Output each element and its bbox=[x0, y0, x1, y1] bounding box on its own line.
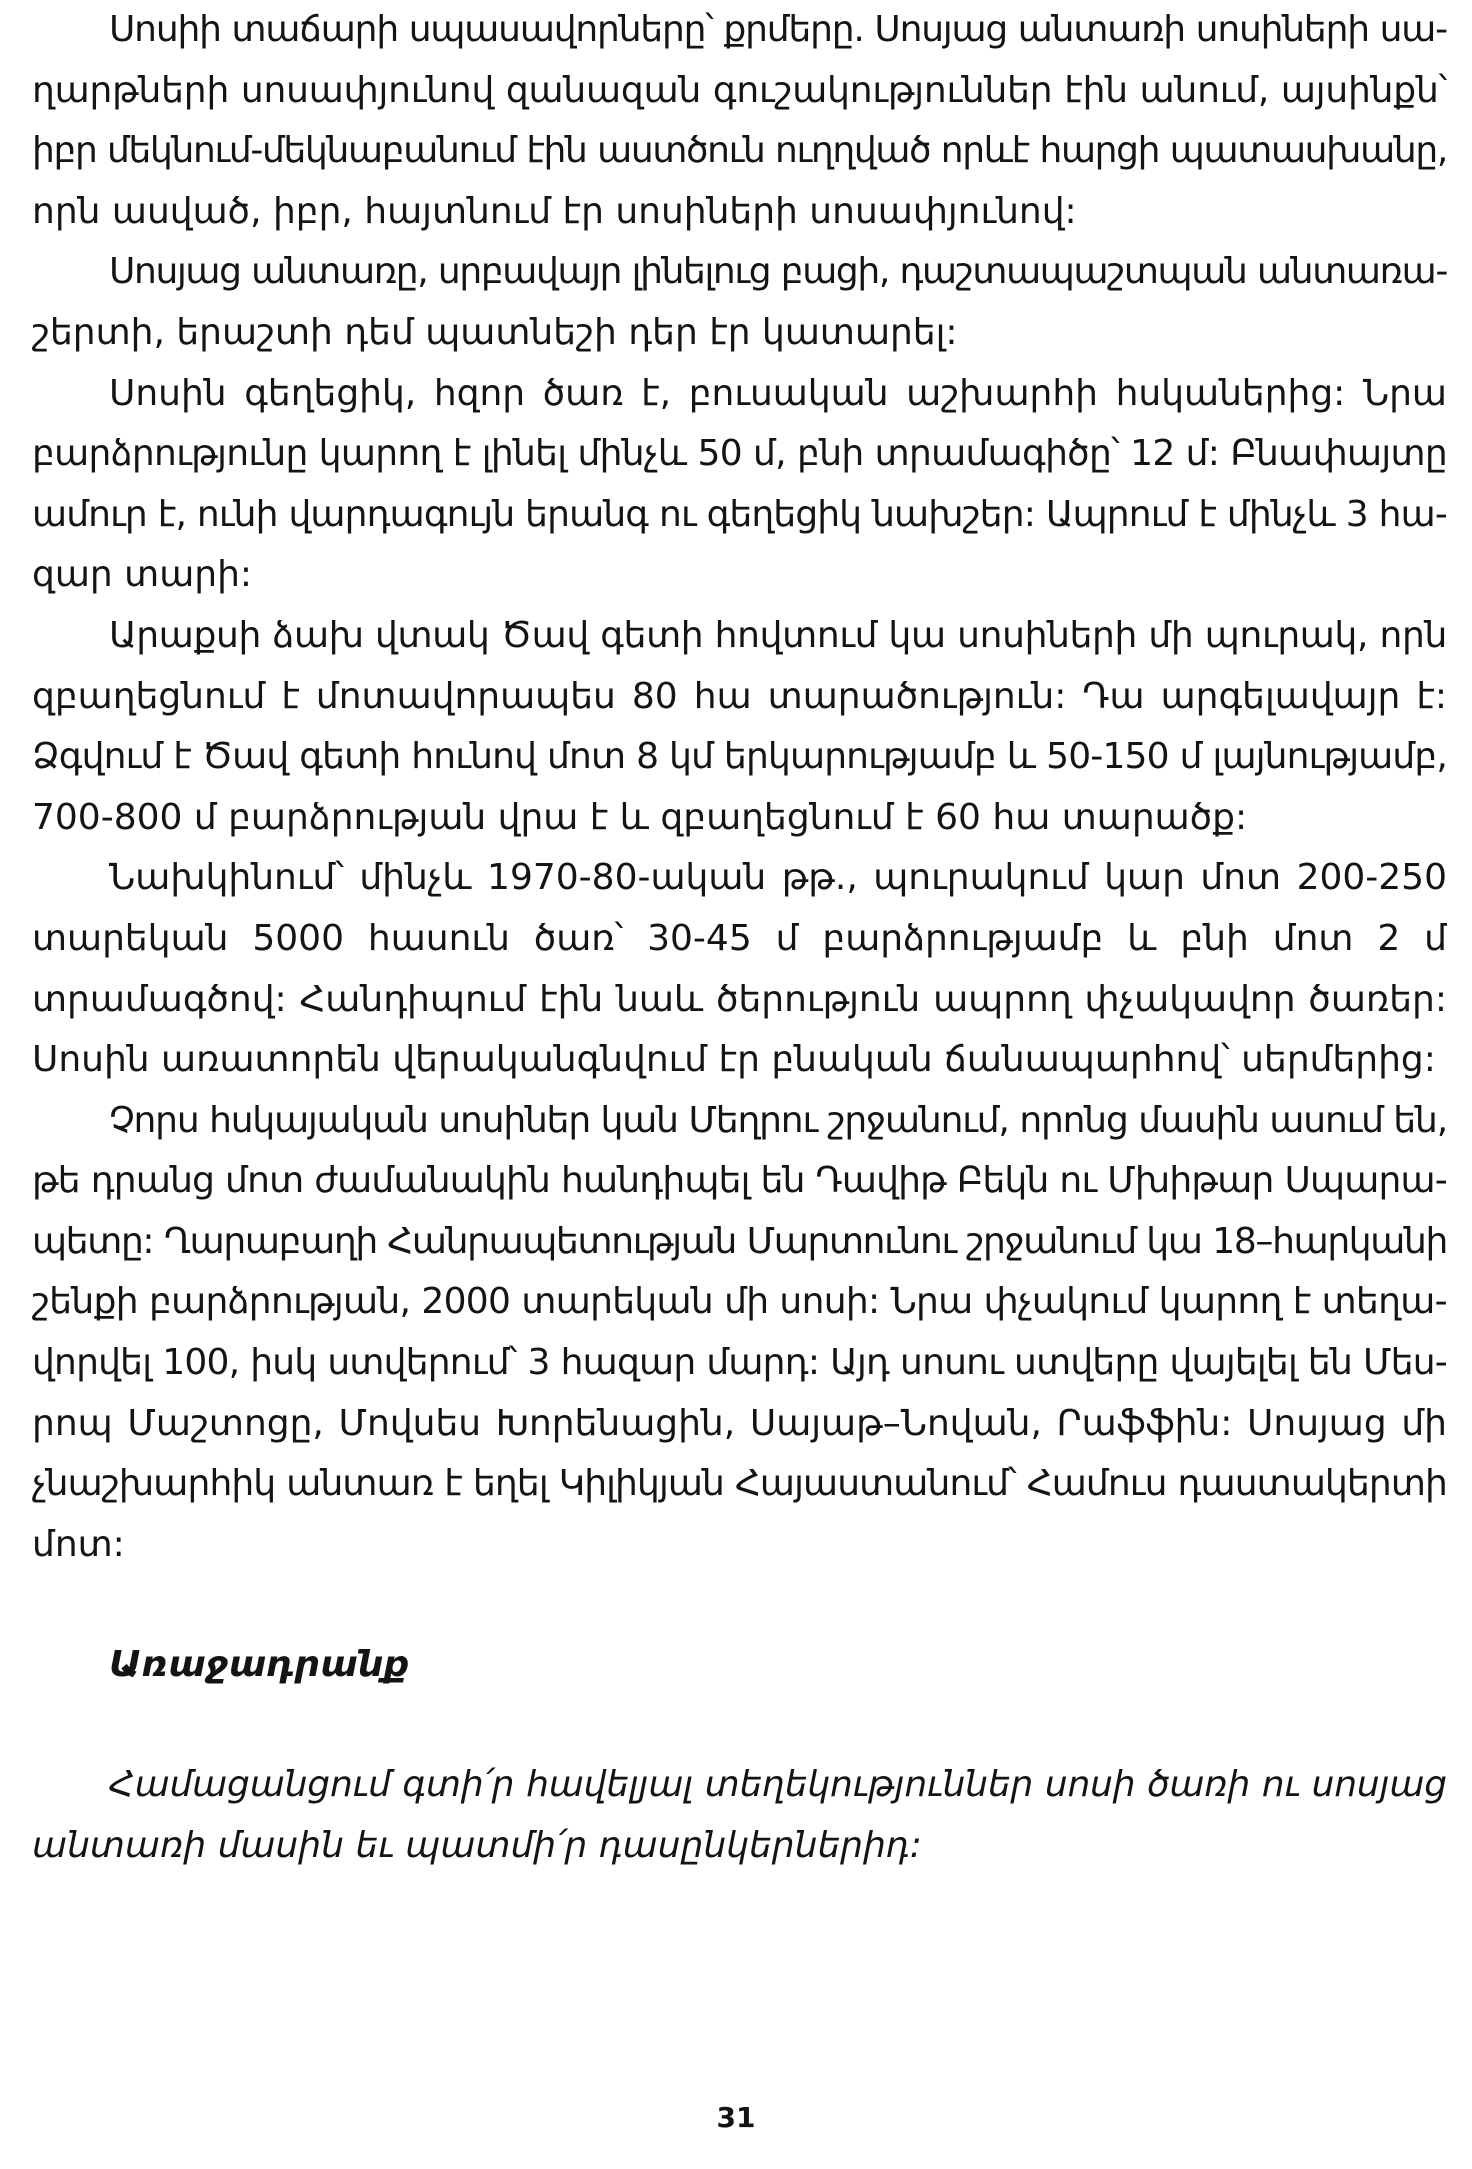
text-line: իբր մեկնում-մեկնաբանում էին աստծուն ուղղված որևէ հարցի պատասխանը, bbox=[32, 130, 1447, 172]
text-line: Սոսին գեղեցիկ, հզոր ծառ է, բուսական աշխարհի հսկաներից: Նրա bbox=[109, 372, 1447, 414]
text-line: չնաշխարհիկ անտառ է եղել Կիլիկյան Հայաստանում՝ Համուս դաստակերտի bbox=[32, 1463, 1447, 1505]
task-line: անտառի մասին եւ պատմի՛ր դասընկերներիդ: bbox=[32, 1824, 922, 1866]
paragraph-3 bbox=[32, 364, 1447, 606]
text-line: շերտի, երաշտի դեմ պատնեշի դեր էր կատարել: bbox=[32, 311, 958, 353]
page-number: 31 bbox=[716, 2101, 756, 2134]
text-line: շենքի բարձրության, 2000 տարեկան մի սոսի: Նրա փչակում կարող է տեղա- bbox=[32, 1281, 1447, 1323]
text-line: բարձրությունը կարող է լինել մինչև 50 մ, բնի տրամագիծը՝ 12 մ: Բնափայտը bbox=[32, 433, 1447, 475]
text-line: ղարթների սոսափյունով զանազան գուշակություններ էին անում, այսինքն՝ bbox=[32, 69, 1447, 111]
text-line: 700-800 մ բարձրության վրա է և զբաղեցնում է 60 հա տարածք: bbox=[32, 796, 1248, 838]
text-line: Սոսին առատորեն վերականգնվում էր բնական ճանապարհով՝ սերմերից: bbox=[32, 1039, 1436, 1081]
text-line: որն ասված, իբր, հայտնում էր սոսիների սոսափյունով: bbox=[32, 190, 1077, 232]
paragraph-4 bbox=[32, 606, 1447, 848]
text-line: րոպ Մաշտոցը, Մովսես Խորենացին, Սայաթ–Նովան, Րաֆֆին: Սոսյաց մի bbox=[32, 1402, 1447, 1444]
text-line: զար տարի: bbox=[32, 554, 253, 596]
text-line: թե դրանց մոտ ժամանակին հանդիպել են Դավիթ Բեկն ու Մխիթար Սպարա- bbox=[32, 1160, 1447, 1202]
paragraph-2 bbox=[32, 242, 1447, 363]
task-heading: Առաջադրանք bbox=[109, 1644, 410, 1685]
text-line: տրամագծով: Հանդիպում էին նաև ծերություն ապրող փչակավոր ծառեր: bbox=[32, 978, 1447, 1020]
paragraph-5 bbox=[32, 848, 1447, 1090]
text-line: մոտ: bbox=[32, 1523, 125, 1565]
task-text bbox=[32, 1755, 1447, 1876]
paragraph-6 bbox=[32, 1091, 1447, 1576]
text-line: Արաքսի ձախ վտակ Ծավ գետի հովտում կա սոսիների մի պուրակ, որն bbox=[109, 614, 1447, 656]
body-text bbox=[32, 0, 1447, 1575]
task-line: Համացանցում գտի՛ր հավելյալ տեղեկություններ սոսի ծառի ու սոսյաց bbox=[109, 1764, 1447, 1805]
text-line: Չորս հսկայական սոսիներ կան Մեղրու շրջանում, որոնց մասին ասում են, bbox=[109, 1099, 1447, 1141]
text-line: զբաղեցնում է մոտավորապես 80 հա տարածություն: Դա արգելավայր է: bbox=[32, 675, 1447, 717]
text-line: ամուր է, ունի վարդագույն երանգ ու գեղեցիկ նախշեր: Ապրում է մինչև 3 հա- bbox=[32, 493, 1447, 535]
text-line: Նախկինում՝ մինչև 1970-80-ական թթ., պուրակում կար մոտ 200-250 bbox=[109, 857, 1447, 899]
text-line: Ձգվում է Ծավ գետի հունով մոտ 8 կմ երկարությամբ և 50-150 մ լայնությամբ, bbox=[32, 736, 1447, 778]
text-line: վորվել 100, իսկ ստվերում՝ 3 հազար մարդ: Այդ սոսու ստվերը վայելել են Մես- bbox=[32, 1342, 1447, 1384]
paragraph-1 bbox=[32, 0, 1447, 242]
text-line: պետը: Ղարաբաղի Հանրապետության Մարտունու շրջանում կա 18–հարկանի bbox=[32, 1220, 1447, 1262]
text-line: Սոսյաց անտառը, սրբավայր լինելուց բացի, դաշտապաշտպան անտառա- bbox=[109, 251, 1447, 293]
text-line: տարեկան 5000 հասուն ծառ՝ 30-45 մ բարձրությամբ և բնի մոտ 2 մ bbox=[32, 917, 1447, 959]
text-line: Սոսիի տաճարի սպասավորները՝ քրմերը. Սոսյաց անտառի սոսիների սա- bbox=[109, 9, 1447, 50]
